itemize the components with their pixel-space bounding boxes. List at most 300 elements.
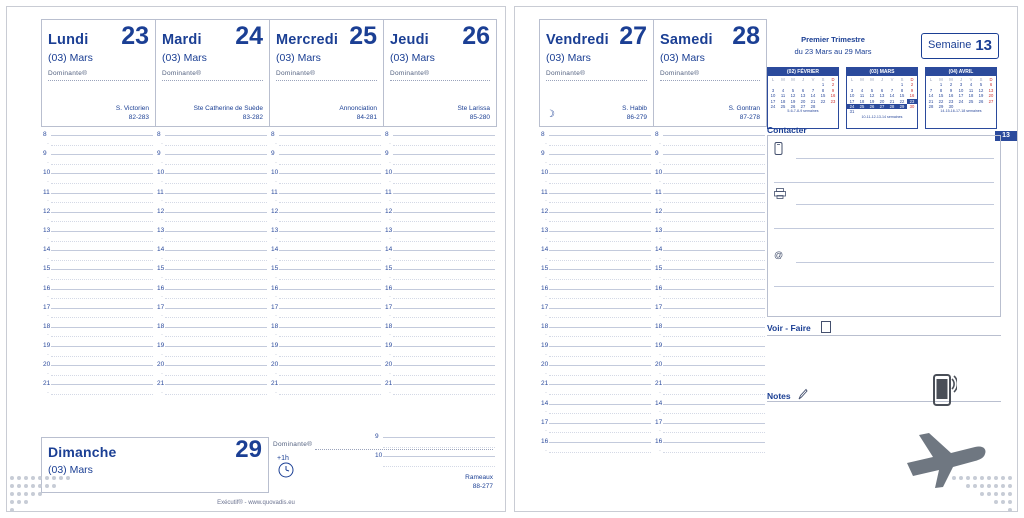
hour-line [279, 346, 381, 347]
hour-row[interactable] [269, 188, 383, 212]
mini-calendar-day[interactable]: 19 [790, 98, 796, 104]
hour-row[interactable] [269, 265, 383, 288]
hour-row[interactable] [383, 265, 497, 288]
corner-dot [1008, 508, 1012, 512]
hour-row[interactable] [653, 246, 767, 269]
hour-row[interactable] [539, 150, 653, 173]
hour-row[interactable] [155, 246, 269, 269]
mini-calendar-day[interactable]: 17 [770, 98, 776, 104]
hour-line [549, 442, 651, 443]
hour-label: 14 [43, 246, 51, 254]
mini-calendar-day[interactable]: 14 [810, 93, 816, 99]
hour-label: 10 [541, 169, 549, 177]
hour-row[interactable] [539, 399, 653, 423]
page-footer: Exécutif® - www.quovadis.eu [217, 500, 295, 506]
mini-calendar-day[interactable]: 6 [880, 87, 884, 93]
hour-row[interactable] [539, 418, 653, 442]
hour-row[interactable] [653, 284, 767, 308]
hour-label: 21 [541, 380, 549, 388]
hour-line [279, 384, 381, 385]
hour-line [393, 327, 495, 328]
mini-calendar-day[interactable]: 14 [889, 93, 895, 99]
mini-calendar-day[interactable]: 8 [939, 87, 943, 93]
hour-row[interactable] [41, 207, 155, 231]
mini-calendar-day[interactable]: 26 [978, 98, 984, 104]
hour-line [393, 365, 495, 366]
hour-row[interactable] [155, 284, 269, 308]
mini-calendar-day[interactable]: 13 [879, 93, 885, 99]
mini-calendar-day[interactable]: 27 [877, 104, 887, 109]
mini-calendar-day[interactable]: 27 [988, 98, 994, 104]
mini-calendar-day[interactable]: 22 [899, 98, 905, 104]
mini-calendar-day[interactable]: 7 [929, 87, 933, 93]
hour-row[interactable] [373, 452, 497, 475]
hour-row[interactable] [383, 188, 497, 212]
half-hour-line [549, 279, 651, 280]
hour-line [51, 173, 153, 174]
hour-row[interactable] [373, 433, 497, 456]
hour-line [663, 231, 765, 232]
hour-label: 9 [541, 150, 545, 158]
hour-row[interactable] [41, 246, 155, 269]
mini-calendar-day[interactable]: 21 [889, 98, 895, 104]
mini-calendar-day[interactable]: 8 [900, 87, 904, 93]
mini-calendar-day[interactable]: 9 [949, 87, 953, 93]
hour-row[interactable] [539, 361, 653, 384]
hour-row[interactable] [653, 361, 767, 384]
half-hour-line [663, 317, 765, 318]
hour-row[interactable] [155, 188, 269, 212]
contact-line [774, 286, 994, 287]
day-header-jeudi[interactable] [383, 19, 497, 127]
hour-row[interactable] [383, 226, 497, 250]
hour-row[interactable] [269, 380, 383, 403]
mini-calendar-dow: V [811, 77, 815, 82]
corner-dot [994, 484, 998, 488]
mini-calendar-day[interactable]: 6 [989, 82, 993, 88]
hour-label: 17 [43, 303, 51, 311]
hour-row[interactable] [269, 322, 383, 346]
hour-row[interactable] [269, 303, 383, 327]
hour-grid-samedi[interactable] [653, 131, 767, 461]
hour-row[interactable] [539, 380, 653, 403]
mini-calendar-day[interactable]: 14 [928, 93, 934, 99]
hour-row[interactable] [155, 207, 269, 231]
mini-calendar-footnote: 10-11-12-13-14 semaines [861, 114, 903, 119]
half-hour-line [279, 394, 381, 395]
mini-calendar[interactable] [846, 67, 918, 129]
mini-calendar-day[interactable]: 25 [780, 104, 786, 110]
mini-calendar-day[interactable]: 10 [849, 93, 855, 99]
hour-grid-dimanche[interactable] [373, 433, 497, 475]
hour-row[interactable] [653, 418, 767, 442]
half-hour-line [393, 279, 495, 280]
mini-calendar-day[interactable]: 18 [859, 98, 865, 104]
half-hour-line [279, 279, 381, 280]
hour-row[interactable] [383, 207, 497, 231]
half-hour-dot: · [47, 294, 49, 300]
corner-dot [45, 484, 49, 488]
hour-row[interactable] [383, 131, 497, 154]
mini-calendar-day[interactable]: 28 [810, 104, 816, 110]
mini-calendar-day[interactable]: 12 [790, 93, 796, 99]
day-header-mardi[interactable] [155, 19, 269, 127]
mini-calendar-day[interactable]: 18 [968, 93, 974, 99]
hour-line [279, 365, 381, 366]
hour-row[interactable] [41, 150, 155, 173]
voir-faire-panel[interactable] [767, 335, 1001, 383]
dominante-label: Dominante® [660, 70, 700, 77]
hour-label: 15 [157, 265, 165, 273]
mini-calendar-day[interactable]: 15 [899, 93, 905, 99]
hour-label: 16 [385, 284, 393, 292]
hour-label: 17 [271, 303, 279, 311]
hour-grid-mardi[interactable] [155, 131, 269, 404]
julian-days: 83-282 [242, 114, 263, 121]
hour-row[interactable] [653, 226, 767, 250]
mini-calendar-day[interactable]: 20 [879, 98, 885, 104]
mini-calendar-day[interactable]: 19 [869, 98, 875, 104]
half-hour-dot: · [47, 178, 49, 185]
hour-line [663, 442, 765, 443]
saint-name: Ste Catherine de Suède [193, 105, 263, 112]
hour-row[interactable] [155, 322, 269, 346]
half-hour-line [165, 336, 267, 337]
hour-row[interactable] [539, 284, 653, 308]
mini-calendar-day[interactable]: 12 [869, 93, 875, 99]
hour-row[interactable] [269, 131, 383, 154]
hour-label: 14 [655, 246, 663, 254]
hour-line [279, 212, 381, 213]
hour-line [663, 212, 765, 213]
mini-calendar-day[interactable]: 1 [821, 82, 825, 88]
mini-calendar-day[interactable]: 10 [958, 87, 964, 93]
hour-row[interactable] [155, 131, 269, 154]
hour-row[interactable] [653, 169, 767, 192]
half-hour-line [393, 221, 495, 222]
hour-row[interactable] [41, 188, 155, 212]
mini-calendars [767, 67, 1001, 129]
hour-row[interactable] [653, 438, 767, 461]
mini-calendar-day[interactable]: 3 [850, 87, 854, 93]
hour-row[interactable] [269, 284, 383, 308]
hour-row[interactable] [269, 169, 383, 192]
mini-calendar-day[interactable]: 9 [831, 87, 835, 93]
half-hour-line [393, 356, 495, 357]
hour-row[interactable] [539, 322, 653, 346]
day-name: Vendredi [546, 32, 609, 48]
mini-calendar-day[interactable]: 2 [831, 82, 835, 88]
mini-calendar-day[interactable]: 1 [939, 82, 943, 88]
mini-calendar-day[interactable]: 17 [958, 93, 964, 99]
half-hour-line [279, 145, 381, 146]
day-month: (03) Mars [546, 52, 591, 64]
mini-calendar-day[interactable]: 6 [801, 87, 805, 93]
mini-calendar-day[interactable]: 27 [800, 104, 806, 110]
mini-calendar-day[interactable]: 24 [958, 98, 964, 104]
mini-calendar-day[interactable]: 16 [909, 93, 915, 99]
hour-label: 12 [271, 207, 279, 215]
hour-row[interactable] [539, 226, 653, 250]
mini-calendar-day[interactable]: 25 [968, 98, 974, 104]
mini-calendar-day[interactable]: 23 [907, 99, 917, 104]
hour-grid-jeudi[interactable] [383, 131, 497, 404]
hour-row[interactable] [539, 246, 653, 269]
hour-label: 9 [385, 150, 389, 158]
hour-row[interactable] [539, 265, 653, 288]
hour-label: 18 [157, 322, 165, 330]
corner-dot [24, 484, 28, 488]
hour-line [393, 346, 495, 347]
mini-calendar-day[interactable]: 31 [849, 109, 855, 115]
hour-row[interactable] [653, 188, 767, 212]
mini-calendar-day[interactable]: 23 [830, 98, 836, 104]
checkbox-icon[interactable] [821, 321, 831, 333]
mini-calendar-day[interactable]: 28 [887, 104, 897, 109]
hour-row[interactable] [653, 399, 767, 423]
half-hour-line [51, 298, 153, 299]
hour-row[interactable] [269, 207, 383, 231]
half-hour-line [279, 317, 381, 318]
pencil-icon [798, 388, 808, 400]
hour-row[interactable] [155, 226, 269, 250]
half-hour-line [393, 260, 495, 261]
mini-calendar-day[interactable]: 3 [959, 82, 963, 88]
hour-row[interactable] [653, 342, 767, 365]
hour-row[interactable] [41, 342, 155, 365]
hour-line [549, 423, 651, 424]
hour-row[interactable] [653, 380, 767, 403]
mini-calendar-day[interactable]: 15 [938, 93, 944, 99]
hour-row[interactable] [653, 131, 767, 154]
week-tab[interactable]: 13 [995, 131, 1017, 141]
contacter-panel[interactable] [767, 135, 1001, 317]
mini-calendar-day[interactable]: 11 [859, 93, 865, 99]
hour-grid-mercredi[interactable] [269, 131, 383, 404]
hour-row[interactable] [539, 207, 653, 231]
mini-calendar-day[interactable]: 22 [820, 98, 826, 104]
hour-label: 9 [655, 150, 659, 158]
hour-row[interactable] [539, 438, 653, 461]
hour-row[interactable] [383, 303, 497, 327]
hour-line [663, 154, 765, 155]
mini-calendar-day[interactable]: 22 [938, 98, 944, 104]
mini-calendar-day[interactable]: 20 [988, 93, 994, 99]
hour-line [279, 269, 381, 270]
hour-row[interactable] [539, 303, 653, 327]
mini-calendar-day[interactable]: 4 [969, 82, 973, 88]
hour-row[interactable] [41, 303, 155, 327]
mini-calendar-day[interactable]: 5 [979, 82, 983, 88]
hour-row[interactable] [383, 284, 497, 308]
hour-label: 11 [541, 188, 548, 196]
mini-calendar-day[interactable]: 29 [938, 104, 944, 110]
mini-calendar-dow: V [890, 77, 894, 82]
julian-days: 88-277 [472, 483, 493, 490]
mini-calendar-day[interactable]: 5 [870, 87, 874, 93]
mini-calendar-day[interactable]: 29 [897, 104, 907, 109]
mini-calendar-day[interactable]: 7 [811, 87, 815, 93]
corner-dot [987, 476, 991, 480]
hour-row[interactable] [383, 322, 497, 346]
mini-calendar-day[interactable]: 9 [910, 87, 914, 93]
half-hour-dot: · [161, 217, 163, 224]
mini-calendar-day[interactable]: 26 [867, 104, 877, 109]
hour-line [549, 327, 651, 328]
hour-row[interactable] [41, 265, 155, 288]
hour-row[interactable] [383, 342, 497, 365]
half-hour-dot: · [389, 217, 391, 224]
mini-calendar[interactable] [767, 67, 839, 129]
mini-calendar-title: (04) AVRIL [926, 68, 996, 76]
hour-row[interactable] [155, 380, 269, 403]
mini-calendar-day[interactable]: 16 [830, 93, 836, 99]
hour-line [279, 289, 381, 290]
mini-calendar-day[interactable]: 12 [978, 87, 984, 93]
hour-row[interactable] [539, 342, 653, 365]
hour-row[interactable] [41, 380, 155, 403]
mini-calendar-dow: S [821, 77, 825, 82]
mini-calendar-day[interactable]: 18 [780, 98, 786, 104]
hour-row[interactable] [269, 246, 383, 269]
hour-row[interactable] [383, 361, 497, 384]
hour-row[interactable] [155, 169, 269, 192]
half-hour-line [549, 241, 651, 242]
mini-calendar-day[interactable]: 21 [928, 98, 934, 104]
half-hour-dot: · [275, 370, 277, 377]
hour-row[interactable] [155, 303, 269, 327]
mini-calendar-day[interactable]: 15 [820, 93, 826, 99]
mini-calendar-day[interactable]: 3 [771, 87, 775, 93]
hour-row[interactable] [653, 303, 767, 327]
hour-row[interactable] [653, 322, 767, 346]
hour-label: 20 [655, 361, 663, 369]
half-hour-dot: · [659, 178, 661, 185]
mini-calendar-day[interactable]: 23 [948, 98, 954, 104]
mini-calendar-day[interactable]: 13 [800, 93, 806, 99]
hour-line [279, 135, 381, 136]
hour-row[interactable] [653, 207, 767, 231]
hour-row[interactable] [383, 246, 497, 269]
mini-calendar-day[interactable]: 19 [978, 93, 984, 99]
hour-line [51, 269, 153, 270]
hour-row[interactable] [41, 226, 155, 250]
mini-calendar-day[interactable]: 7 [890, 87, 894, 93]
mini-calendar-day[interactable]: 2 [910, 82, 914, 88]
mini-calendar-day[interactable]: 13 [988, 87, 994, 93]
half-hour-dot: · [275, 236, 277, 243]
mini-calendar-day[interactable]: 4 [781, 87, 785, 93]
mini-calendar-day[interactable]: 24 [847, 104, 857, 109]
half-hour-line [165, 183, 267, 184]
hour-grid-lundi[interactable] [41, 131, 155, 404]
hour-label: 18 [655, 322, 663, 330]
hour-row[interactable] [41, 361, 155, 384]
hour-row[interactable] [539, 188, 653, 212]
half-hour-line [663, 413, 765, 414]
mini-calendar-day[interactable]: 8 [821, 87, 825, 93]
half-hour-line [549, 183, 651, 184]
mini-calendar-day[interactable]: 24 [770, 104, 776, 110]
hour-row[interactable] [653, 150, 767, 173]
hour-label: 15 [385, 265, 393, 273]
day-header-samedi[interactable] [653, 19, 767, 127]
corner-dot [994, 500, 998, 504]
mini-calendar[interactable] [925, 67, 997, 129]
half-hour-line [393, 394, 495, 395]
day-header-vendredi[interactable] [539, 19, 653, 127]
hour-grid-vendredi[interactable] [539, 131, 653, 461]
corner-dot [38, 484, 42, 488]
hour-row[interactable] [155, 150, 269, 173]
hour-label: 16 [655, 438, 663, 445]
corner-dot [952, 476, 956, 480]
mini-calendar-day[interactable]: 1 [900, 82, 904, 88]
mini-calendar-day[interactable]: 16 [948, 93, 954, 99]
hour-row[interactable] [269, 226, 383, 250]
mini-calendar-day[interactable]: 28 [928, 104, 934, 110]
mini-calendar-day[interactable]: 25 [857, 104, 867, 109]
hour-row[interactable] [41, 169, 155, 192]
mini-calendar-day[interactable]: 11 [968, 87, 974, 93]
half-hour-line [51, 183, 153, 184]
hour-row[interactable] [41, 322, 155, 346]
half-hour-dot: · [47, 313, 49, 320]
mini-calendar-day[interactable]: 30 [948, 104, 954, 110]
hour-row[interactable] [383, 380, 497, 403]
mini-calendar-day[interactable]: 11 [780, 93, 786, 99]
julian-days: 87-278 [739, 114, 760, 121]
dimanche-notes[interactable] [269, 433, 497, 493]
hour-line [549, 365, 651, 366]
day-header-mercredi[interactable] [269, 19, 383, 127]
hour-row[interactable] [539, 131, 653, 154]
hour-label: 19 [271, 342, 279, 350]
hour-row[interactable] [539, 169, 653, 192]
hour-line [51, 289, 153, 290]
hour-row[interactable] [41, 131, 155, 154]
hour-row[interactable] [269, 361, 383, 384]
mini-calendar-day[interactable]: 10 [770, 93, 776, 99]
corner-dot [994, 492, 998, 496]
mini-calendar-day[interactable]: 5 [791, 87, 795, 93]
hour-row[interactable] [41, 284, 155, 308]
hour-row[interactable] [269, 150, 383, 173]
hour-row[interactable] [155, 361, 269, 384]
half-hour-dot: · [659, 447, 661, 454]
hour-row[interactable] [155, 342, 269, 365]
hour-label: 15 [655, 265, 663, 273]
hour-row[interactable] [383, 150, 497, 173]
mini-calendar-day[interactable]: 20 [800, 98, 806, 104]
hour-row[interactable] [653, 265, 767, 288]
hour-label: 13 [385, 226, 393, 234]
trimester-range: du 23 Mars au 29 Mars [794, 47, 872, 56]
mini-calendar-day[interactable]: 21 [810, 98, 816, 104]
week-number-box[interactable] [921, 33, 999, 59]
corner-dot [10, 484, 14, 488]
mini-calendar-day[interactable]: 17 [849, 98, 855, 104]
mini-calendar-day[interactable]: 4 [860, 87, 864, 93]
hour-row[interactable] [383, 169, 497, 192]
mini-calendar-day[interactable]: 30 [909, 104, 915, 110]
half-hour-line [393, 298, 495, 299]
hour-row[interactable] [269, 342, 383, 365]
mini-calendar-day[interactable]: 26 [790, 104, 796, 110]
mini-calendar-day[interactable]: 2 [949, 82, 953, 88]
hour-row[interactable] [155, 265, 269, 288]
day-header-lundi[interactable] [41, 19, 155, 127]
